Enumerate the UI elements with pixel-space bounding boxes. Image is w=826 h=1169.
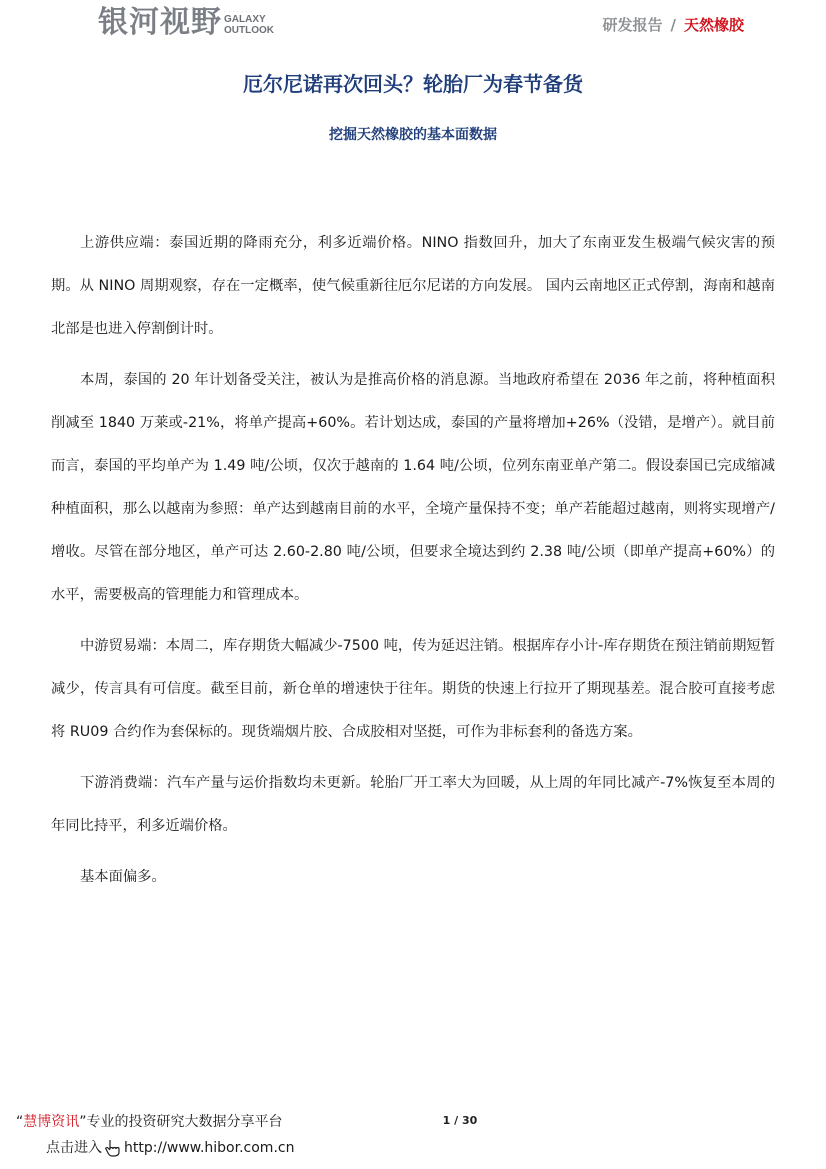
- brand-name[interactable]: 慧博资讯: [23, 1114, 80, 1130]
- footer-link-line: [16, 1135, 294, 1161]
- paragraph-conclusion: 基本面偏多。: [80, 869, 166, 885]
- breadcrumb-separator: /: [670, 16, 676, 34]
- paragraph-downstream: 下游消费端：汽车产量与运价指数均未更新。轮胎厂开工率大为回暖，从上周的年同比减产-7%恢复至本周的年同比持平，利多近端价格。: [51, 775, 775, 834]
- report-subtitle: 挖掘天然橡胶的基本面数据: [329, 127, 497, 143]
- quote-close: ”: [79, 1114, 87, 1130]
- quote-open: “: [16, 1114, 24, 1130]
- breadcrumb-section[interactable]: 研发报告: [602, 16, 663, 34]
- hibor-url-link[interactable]: http://www.hibor.com.cn: [124, 1140, 295, 1156]
- pointing-hand-icon: [105, 1139, 121, 1157]
- footer-tagline: 专业的投资研究大数据分享平台: [86, 1114, 283, 1130]
- logo-en-galaxy: GALAXY: [224, 14, 266, 25]
- report-body: [51, 222, 775, 907]
- galaxy-outlook-logo: [98, 6, 274, 40]
- logo-en-outlook: OUTLOOK: [224, 25, 274, 36]
- paragraph-midstream: 中游贸易端：本周二，库存期货大幅减少-7500 吨，传为延迟注销。根据库存小计-库存期货在预注销前期短暂减少，传言具有可信度。截至目前，新仓单的增速快于往年。期货的快速上行拉开了期现基差。混合胶可直接考虑将 RU09 合约作为套保标的。现货端烟片胶、合成胶相对坚挺，可作为非标套利的备选方案。: [51, 638, 775, 740]
- breadcrumb: [602, 14, 744, 35]
- paragraph-upstream: 上游供应端：泰国近期的降雨充分，利多近端价格。NINO 指数回升，加大了东南亚发生极端气候灾害的预期。从 NINO 周期观察，存在一定概率，使气候重新往厄尔尼诺的方向发展。 国内云南地区正式停割，海南和越南北部是也进入停割倒计时。: [51, 235, 775, 337]
- breadcrumb-topic[interactable]: 天然橡胶: [683, 16, 744, 34]
- page-indicator: 1 / 30: [442, 1114, 478, 1127]
- enter-text[interactable]: 点击进入: [46, 1140, 102, 1156]
- paragraph-thailand-plan: 本周，泰国的 20 年计划备受关注，被认为是推高价格的消息源。当地政府希望在 2036 年之前，将种植面积削减至 1840 万莱或-21%，将单产提高+60%。若计划达成，泰国的产量将增加+26%（没错，是增产）。就目前而言，泰国的平均单产为 1.49 吨/公顷，仅次于越南的 1.64 吨/公顷，位列东南亚单产第二。假设泰国已完成缩减种植面积，那么以越南为参照：单产达到越南目前的水平，全境产量保持不变；单产若能超过越南，则将实现增产/增收。尽管在部分地区，单产可达 2.60-2.80 吨/公顷，但要求全境达到约 2.38 吨/公顷（即单产提高+60%）的水平，需要极高的管理能力和管理成本。: [51, 372, 775, 603]
- logo-chinese-text: 银河视野: [98, 5, 222, 40]
- logo-dots: · · · · · · ·: [224, 9, 253, 14]
- logo-english-text: [224, 10, 274, 36]
- report-title: 厄尔尼诺再次回头？轮胎厂为春节备货: [243, 72, 583, 96]
